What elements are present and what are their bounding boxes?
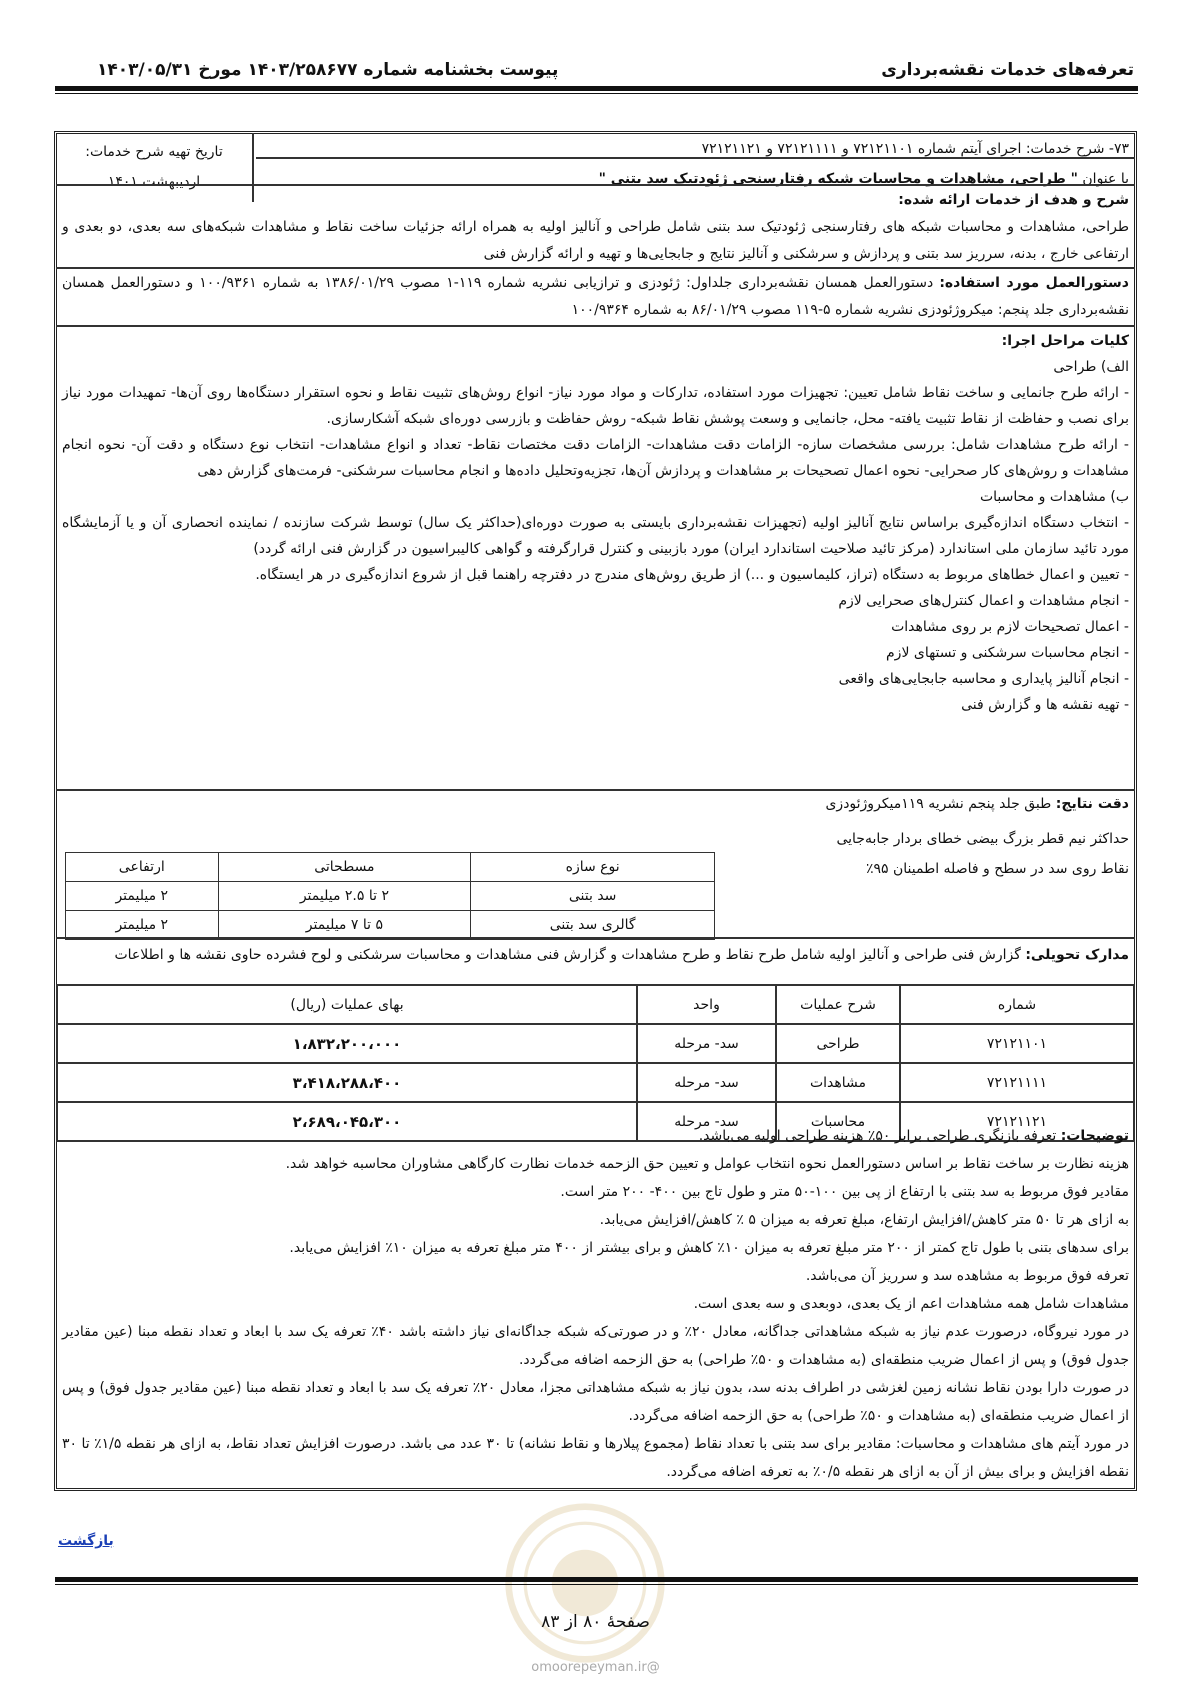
table-cell: ۷۲۱۲۱۱۰۱ [900, 1024, 1134, 1063]
note-line: برای سدهای بتنی با طول تاج کمتر از ۲۰۰ متر مبلغ تعرفه به میزان ۱۰٪ کاهش و برای بیشتر از ۴۰۰ متر مبلغ تعرفه به میزان ۱۰٪ افزایش می‌یابد. [289, 1240, 1129, 1256]
accuracy-heading-row [56, 791, 1135, 818]
accuracy-heading: دقت نتایج: [1055, 796, 1129, 812]
table-header-row [57, 985, 1134, 1024]
table-cell: مشاهدات [776, 1063, 900, 1102]
note-line: تعرفه فوق مربوط به مشاهده سد و سرریز آن می‌باشد. [805, 1268, 1129, 1284]
table-header-cell: بهای عملیات (ریال) [57, 985, 637, 1024]
watermark-seal-icon [502, 1500, 668, 1666]
table-cell: سد بتنی [471, 882, 715, 911]
section-divider [56, 184, 1135, 186]
table-cell: طراحی [776, 1024, 900, 1063]
site-watermark: @omoorepeyman.ir [531, 1660, 660, 1675]
description-section [56, 187, 1135, 268]
footer-rule [55, 1577, 1138, 1582]
table-cell: محاسبات [776, 1102, 900, 1141]
instructions-section [56, 270, 1135, 324]
table-cell: ۲ میلیمتر [66, 882, 219, 911]
deliverables-section [56, 940, 1135, 970]
table-header-cell: واحد [637, 985, 776, 1024]
section-divider [56, 267, 1135, 269]
step-line: - انجام مشاهدات و اعمال کنترل‌های صحرایی لازم [838, 593, 1129, 609]
accuracy-line: نقاط روی سد در سطح و فاصله اطمینان ۹۵٪ [865, 861, 1129, 877]
deliverables-text: گزارش فنی طراحی و آنالیز اولیه شامل طرح نقاط و طرح مشاهدات و گزارش فنی مشاهدات و محاسبات سرشکنی و لوح فشرده حاوی نقشه ها و اطلاعات [114, 947, 1021, 963]
table-cell: ۲ میلیمتر [66, 911, 219, 940]
table-header-cell: شرح عملیات [776, 985, 900, 1024]
steps-section [56, 328, 1135, 718]
instructions-text: دستورالعمل همسان نقشه‌برداری جلداول: ژئودزی و ترازیابی نشریه شماره ۱۱۹-۱ مصوب ۱۳۸۶/۰۱/۲۹ به شماره ۱۰۰/۹۳۶۱ و دستورالعمل همسان نقشه‌برداری جلد پنجم: میکروژئودزی نشریه شماره ۵-۱۱۹ مصوب ۸۶/۰۱/۲۹ به شماره ۱۰۰/۹۳۶۴ [62, 275, 1129, 318]
price-table [56, 984, 1135, 1142]
step-line: الف) طراحی [1053, 359, 1129, 375]
note-line: به ازای هر تا ۵۰ متر کاهش/افزایش ارتفاع، مبلغ تعرفه به میزان ۵ ٪ کاهش/افزایش می‌یابد. [599, 1212, 1129, 1228]
description-text: طراحی، مشاهدات و محاسبات شبکه های رفتارسنجی ژئودتیک سد بتنی شامل طراحی و آنالیز اولیه به همراه ارائه جزئیات ساخت نقاط و مشاهدات شبکه‌های سه بعدی، دو بعدی و ارتفاعی خارج ، بدنه، سرریز سد بتنی و پردازش و سرشکنی و آنالیز نتایج و جابجایی‌ها و تهیه و ارائه گزارش فنی [62, 219, 1129, 262]
footer-rule-thin [55, 1584, 1138, 1585]
table-cell: ۷۲۱۲۱۱۲۱ [900, 1102, 1134, 1141]
step-line: ب) مشاهدات و محاسبات [979, 489, 1129, 505]
note-line: در صورت دارا بودن نقاط نشانه زمین لغزشی در اطراف بدنه سد، بدون نیاز به شبکه مشاهداتی مجزا، معادل ۲۰٪ تعرفه یک سد با ابعاد و تعداد نقطه مبنا (عین مقادیر جدول فوق) و پس از اعمال ضریب منطقه‌ای (به مشاهدات و ۵۰٪ طراحی) به حق الزحمه اضافه می‌گردد. [62, 1380, 1129, 1424]
table-row [66, 882, 715, 911]
note-line: هزینه نظارت بر ساخت نقاط بر اساس دستورالعمل نحوه انتخاب عوامل و تعیین حق الزحمه خدمات نظارت کارگاهی مشاوران محاسبه خواهد شد. [285, 1156, 1129, 1172]
table-header-cell: ارتفاعی [66, 853, 219, 882]
step-line: - تهیه نقشه ها و گزارش فنی [961, 697, 1129, 713]
note-line: مشاهدات شامل همه مشاهدات اعم از یک بعدی، دوبعدی و سه بعدی است. [693, 1296, 1129, 1312]
step-line: - ارائه طرح جانمایی و ساخت نقاط شامل تعیین: تجهیزات مورد استفاده، تدارکات و مواد مورد نیاز- انواع روش‌های تثبیت نقاط و نحوه استقرار دستگاه‌ها روی آن‌ها- تمهیدات مورد نیاز برای نصب و حفاظت از نقاط تثبیت یافته- محل، جانمایی و وسعت پوشش نقاط شبکه- روش حفاظت و بازرسی دوره‌ای شبکه آشکارسازی. [62, 385, 1129, 427]
notes-section [62, 1122, 1129, 1486]
table-row [57, 1024, 1134, 1063]
instructions-heading: دستورالعمل مورد استفاده: [939, 275, 1129, 291]
description-heading: شرح و هدف از خدمات ارائه شده: [898, 192, 1129, 208]
accuracy-description [729, 824, 1129, 884]
table-cell: ۳،۴۱۸،۲۸۸،۴۰۰ [57, 1063, 637, 1102]
header-title: تعرفه‌های خدمات نقشه‌برداری [881, 60, 1134, 80]
header-circular-reference: پیوست بخشنامه شماره ۱۴۰۳/۲۵۸۶۷۷ مورخ ۱۴۰۳/۰۵/۳۱ [97, 60, 559, 80]
steps-heading: کلیات مراحل اجرا: [1001, 333, 1129, 349]
table-cell: سد- مرحله [637, 1102, 776, 1141]
table-row [66, 911, 715, 940]
page-number: صفحۀ ۸۰ از ۸۳ [541, 1612, 650, 1632]
table-cell: سد- مرحله [637, 1024, 776, 1063]
step-line: - تعیین و اعمال خطاهای مربوط به دستگاه (تراز، کلیماسیون و ...) از طریق روش‌های مندرج در دفترچه راهنما قبل از شروع اندازه‌گیری در هر ایستگاه. [255, 567, 1129, 583]
back-link[interactable]: بازگشت [58, 1533, 114, 1549]
notes-first-line [62, 1122, 1129, 1150]
table-row [57, 1063, 1134, 1102]
item-title: " طراحی، مشاهدات و محاسبات شبکه رفتارسنجی ژئودتیک سد بتنی " [598, 171, 1078, 187]
table-cell: ۲ تا ۲.۵ میلیمتر [218, 882, 471, 911]
service-date-label: تاریخ تهیه شرح خدمات: [85, 144, 223, 160]
step-line: - ارائه طرح مشاهدات شامل: بررسی مشخصات سازه- الزامات دقت مشاهدات- الزامات دقت مختصات نقاط- تعداد و انواع مشاهدات- انتخاب نوع دستگاه و دقت آن- نحوه انجام مشاهدات و روش‌های کار صحرایی- نحوه اعمال تصحیحات بر مشاهدات و پردازش آن‌ها، تجزیه‌وتحلیل داده‌ها و انجام محاسبات سرشکنی- فرمت‌های گزارش دهی [62, 437, 1129, 479]
table-cell: ۷۲۱۲۱۱۱۱ [900, 1063, 1134, 1102]
note-line: در مورد نیروگاه، درصورت عدم نیاز به شبکه مشاهداتی جداگانه، معادل ۲۰٪ و در صورتی‌که شبکه جداگانه‌ای نیاز داشته باشد ۴۰٪ تعرفه یک سد با ابعاد و تعداد نقطه مبنا (عین مقادیر جدول فوق) و پس از اعمال ضریب منطقه‌ای (به مشاهدات و ۵۰٪ طراحی) به حق الزحمه اضافه می‌گردد. [62, 1324, 1130, 1368]
table-cell: ۲،۶۸۹،۰۴۵،۳۰۰ [57, 1102, 637, 1141]
item-title-prefix: با عنوان [1077, 171, 1129, 187]
step-line: - انتخاب دستگاه اندازه‌گیری براساس نتایج آنالیز اولیه (تجهیزات نقشه‌برداری بایستی به صورت دوره‌ای(حداکثر یک سال) توسط شرکت سازنده / نماینده انحصاری آن و یا آزمایشگاه مورد تائید سازمان ملی استاندارد (مرکز تائید صلاحیت استاندارد ایران) مورد بازبینی و کنترل قرارگرفته و گواهی کالیبراسیون در گزارش فنی ارائه گردد) [62, 515, 1129, 557]
table-cell: سد- مرحله [637, 1063, 776, 1102]
table-header-cell: نوع سازه [471, 853, 715, 882]
notes-heading: توضیحات: [1060, 1128, 1129, 1144]
title-divider [256, 157, 1135, 159]
accuracy-heading-text: طبق جلد پنجم نشریه ۱۱۹میکروژئودزی [825, 796, 1052, 812]
accuracy-line: حداکثر نیم قطر بزرگ بیضی خطای بردار جابه‌جایی [836, 831, 1129, 847]
step-line: - انجام محاسبات سرشکنی و تستهای لازم [886, 645, 1129, 661]
accuracy-table [65, 852, 715, 940]
note-line: در مورد آیتم های مشاهدات و محاسبات: مقادیر برای سد بتنی با تعداد نقاط (مجموع پیلارها و نقاط نشانه) تا ۳۰ عدد می باشد. درصورت افزایش تعداد نقاط، به ازای هر نقطه ۱/۵٪ تا ۳۰ نقطه افزایش و برای بیش از آن به ازای هر نقطه ۰/۵٪ به تعرفه اضافه می‌گردد. [62, 1436, 1129, 1480]
header-rule [55, 86, 1138, 91]
table-cell: گالری سد بتنی [471, 911, 715, 940]
table-cell: ۵ تا ۷ میلیمتر [218, 911, 471, 940]
section-divider [56, 937, 1135, 939]
section-divider [56, 325, 1135, 327]
item-numbers: ۷۳- شرح خدمات: اجرای آیتم شماره ۷۲۱۲۱۱۰۱ و ۷۲۱۲۱۱۱۱ و ۷۲۱۲۱۱۲۱ [701, 141, 1129, 157]
step-line: - انجام آنالیز پایداری و محاسبه جابجایی‌های واقعی [838, 671, 1129, 687]
table-header-row [66, 853, 715, 882]
table-header-cell: شماره [900, 985, 1134, 1024]
note-line: مقادیر فوق مربوط به سد بتنی با ارتفاع از پی بین ۱۰۰-۵۰ متر و طول تاج بین ۴۰۰- ۲۰۰ متر است. [560, 1184, 1129, 1200]
header-rule-thin [55, 93, 1138, 94]
note-text: تعرفه بازنگری طراحی برابر ۵۰٪ هزینه طراحی اولیه می‌باشد. [698, 1128, 1057, 1144]
table-header-cell: مسطحاتی [218, 853, 471, 882]
step-line: - اعمال تصحیحات لازم بر روی مشاهدات [891, 619, 1129, 635]
service-date-value: اردیبهشت ۱۴۰۱ [107, 174, 201, 190]
deliverables-heading: مدارک تحویلی: [1025, 947, 1129, 963]
table-cell: ۱،۸۳۲،۲۰۰،۰۰۰ [57, 1024, 637, 1063]
